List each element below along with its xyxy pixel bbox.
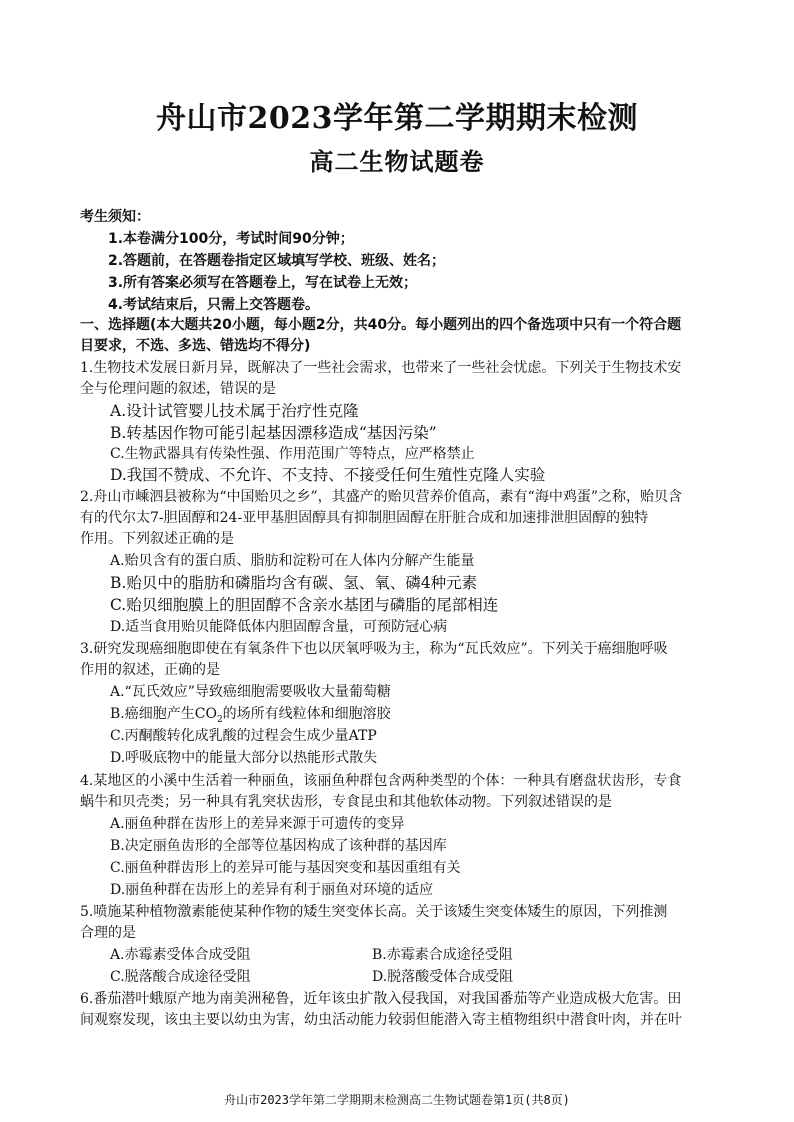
question-4-stem: 蜗牛和贝壳类；另一种具有乳突状齿形，专食昆虫和其他软体动物。下列叙述错误的是	[80, 794, 612, 810]
section-heading-line2: 目要求，不选、多选、错选均不得分)	[80, 338, 311, 354]
question-3-option-a: A.“瓦氏效应”导致癌细胞需要吸收大量葡萄糖	[110, 684, 391, 700]
notice-item: 3.所有答案必须写在答题卷上，写在试卷上无效；	[108, 275, 418, 291]
notice-item: 4.考试结束后，只需上交答题卷。	[108, 297, 320, 313]
question-1-option-a: A.设计试管婴儿技术属于治疗性克隆	[110, 402, 359, 420]
question-5-option-b: B.赤霉素合成途径受阻	[372, 947, 513, 963]
question-2-stem: 有的代尔太7-胆固醇和24-亚甲基胆固醇具有抑制胆固醇在肝脏合成和加速排泄胆固醇的独特	[80, 510, 649, 526]
question-1-stem: 1.生物技术发展日新月异，既解决了一些社会需求，也带来了一些社会忧虑。下列关于生物技术安	[80, 360, 682, 376]
question-5-option-a: A.赤霉素受体合成受阻	[110, 947, 251, 963]
question-1-option-b: B.转基因作物可能引起基因漂移造成“基因污染”	[110, 424, 437, 442]
question-2-option-a: A.贻贝含有的蛋白质、脂肪和淀粉可在人体内分解产生能量	[110, 553, 475, 569]
question-2-stem: 作用。下列叙述正确的是	[80, 531, 234, 547]
section-heading-line1: 一、选择题(本大题共20小题，每小题2分，共40分。每小题列出的四个备选项中只有一个符合题	[80, 317, 682, 333]
question-6-stem: 6.番茄潜叶蛾原产地为南美洲秘鲁，近年该虫扩散入侵我国，对我国番茄等产业造成极大危害。田	[80, 991, 682, 1007]
question-5-stem: 5.喷施某种植物激素能使某种作物的矮生突变体长高。关于该矮生突变体矮生的原因，下列推测	[80, 904, 668, 920]
option-b-text-rest: 的场所有线粒体和细胞溶胶	[222, 706, 391, 722]
question-1-option-d: D.我国不赞成、不允许、不支持、不接受任何生殖性克隆人实验	[110, 466, 546, 484]
question-2-option-b: B.贻贝中的脂肪和磷脂均含有碳、氢、氧、磷4种元素	[110, 574, 478, 592]
question-5-option-d: D.脱落酸受体合成受阻	[372, 969, 514, 985]
question-3-stem: 3.研究发现癌细胞即使在有氧条件下也以厌氧呼吸为主，称为“瓦氏效应”。下列关于癌细胞呼吸	[80, 641, 668, 657]
question-4-option-d: D.丽鱼种群在齿形上的差异有利于丽鱼对环境的适应	[110, 882, 434, 898]
question-5-option-c: C.脱落酸合成途径受阻	[110, 969, 251, 985]
notice-item: 2.答题前，在答题卷指定区域填写学校、班级、姓名；	[108, 253, 446, 269]
notice-item: 1.本卷满分100分，考试时间90分钟；	[108, 231, 354, 247]
question-1-stem: 全与伦理问题的叙述，错误的是	[80, 381, 276, 397]
question-1-option-c: C.生物武器具有传染性强、作用范围广等特点，应严格禁止	[110, 446, 475, 462]
section-heading	[80, 315, 720, 357]
page-footer: 舟山市2023学年第二学期期末检测高二生物试题卷第1页(共8页)	[224, 1093, 570, 1107]
subscript-2: 2	[216, 714, 223, 725]
question-3-option-c: C.丙酮酸转化成乳酸的过程会生成少量ATP	[110, 728, 377, 744]
question-3-option-d: D.呼吸底物中的能量大部分以热能形式散失	[110, 750, 378, 766]
question-5-stem: 合理的是	[80, 925, 136, 941]
page-subtitle: 高二生物试题卷	[309, 147, 485, 176]
notice-heading: 考生须知：	[80, 209, 150, 225]
question-2-option-c: C.贻贝细胞膜上的胆固醇不含亲水基团与磷脂的尾部相连	[110, 596, 499, 614]
question-4-stem: 4.某地区的小溪中生活着一种丽鱼，该丽鱼种群包含两种类型的个体：一种具有磨盘状齿形，专食	[80, 773, 682, 789]
page-title: 舟山市2023学年第二学期期末检测	[156, 101, 638, 136]
question-4-option-a: A.丽鱼种群在齿形上的差异来源于可遗传的变异	[110, 816, 405, 832]
question-3-option-b	[110, 703, 391, 725]
question-3-stem: 作用的叙述，正确的是	[80, 662, 220, 678]
question-6-stem: 间观察发现，该虫主要以幼虫为害，幼虫活动能力较弱但能潜入寄主植物组织中潜食叶肉，并在叶	[80, 1012, 682, 1028]
question-4-option-b: B.决定丽鱼齿形的全部等位基因构成了该种群的基因库	[110, 838, 447, 854]
question-4-option-c: C.丽鱼种群齿形上的差异可能与基因突变和基因重组有关	[110, 860, 461, 876]
question-2-stem: 2.舟山市嵊泗县被称为“中国贻贝之乡”，其盛产的贻贝营养价值高，素有“海中鸡蛋”之称，贻贝含	[80, 489, 682, 505]
question-2-option-d: D.适当食用贻贝能降低体内胆固醇含量，可预防冠心病	[110, 619, 448, 635]
option-b-text: B.癌细胞产生CO	[110, 706, 217, 722]
